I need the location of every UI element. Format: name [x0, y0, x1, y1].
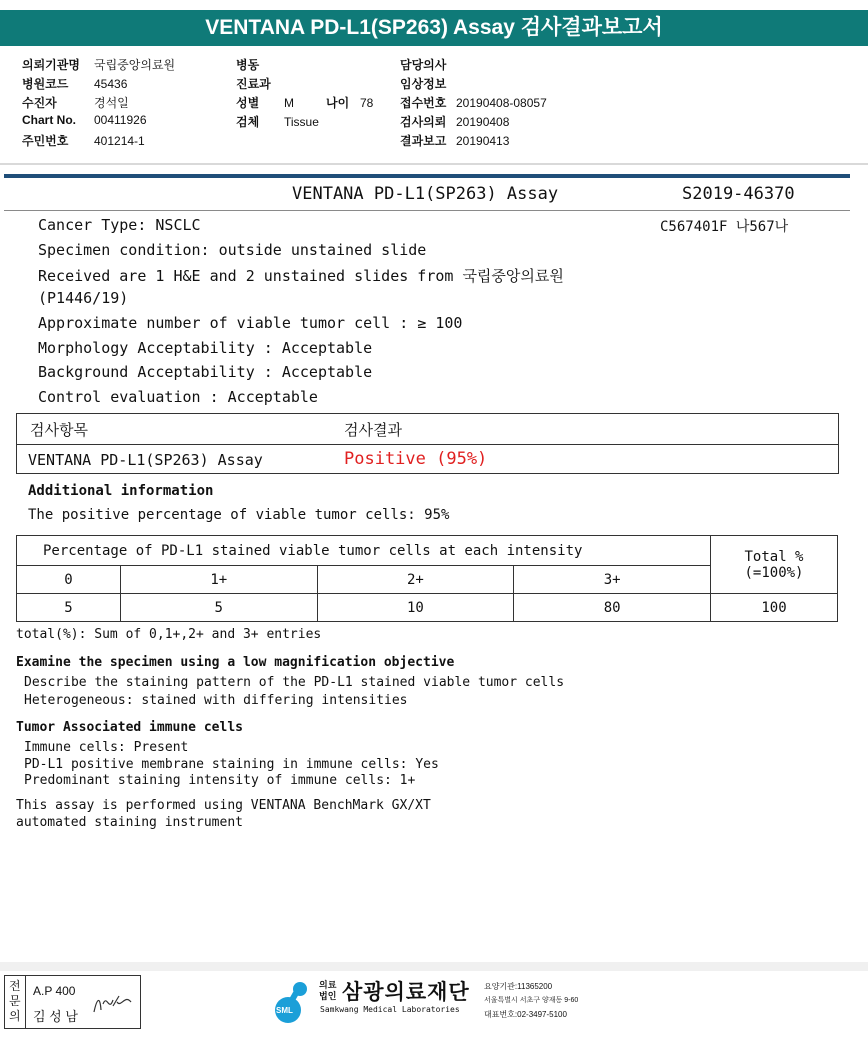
report-line: Control evaluation : Acceptable	[38, 388, 318, 406]
result-header-item: 검사항목	[30, 421, 88, 439]
hospital-code-value: 45436	[94, 77, 128, 91]
specimen-label: 검체	[236, 115, 260, 129]
id-no-value: 401214-1	[94, 134, 145, 148]
age-label: 나이	[326, 96, 350, 110]
specimen-value: Tissue	[284, 115, 319, 129]
report-line: Cancer Type: NSCLC	[38, 216, 201, 234]
chart-no-label: Chart No.	[22, 113, 76, 127]
total-header	[711, 536, 838, 594]
result-value: Positive (95%)	[344, 449, 488, 469]
ap-number: A.P 400	[33, 984, 76, 998]
additional-heading: Additional information	[28, 483, 214, 499]
report-line: Approximate number of viable tumor cell : ≥ 100	[38, 314, 463, 332]
patient-value: 경석일	[94, 96, 129, 110]
value-cell: 5	[120, 594, 317, 622]
examine-heading: Examine the specimen using a low magnification objective	[16, 655, 455, 670]
performed-line: This assay is performed using VENTANA BenchMark GX/XT	[16, 798, 431, 813]
immune-line: Predominant staining intensity of immune cells: 1+	[24, 773, 416, 788]
header-col2	[236, 56, 373, 132]
header-col1	[22, 56, 175, 151]
doctor-label: 담당의사	[400, 58, 447, 72]
institution-code: 요양기관:11365200	[484, 982, 553, 991]
accession-label: 접수번호	[400, 96, 447, 110]
sml-logo-icon	[270, 978, 318, 1026]
total-header-sub: (=100%)	[744, 564, 804, 581]
corp-label: 의료법인	[319, 980, 337, 1001]
sample-code: C567401F 나567나	[660, 219, 789, 235]
signature-scribble	[91, 990, 133, 1018]
intensity-caption: Percentage of PD-L1 stained viable tumor cells at each intensity	[17, 536, 711, 566]
report-number: S2019-46370	[682, 184, 795, 204]
report-line: Specimen condition: outside unstained slide	[38, 241, 427, 259]
sex-label: 성별	[236, 96, 260, 110]
pathologist-name: 김 성 남	[33, 1009, 78, 1024]
request-date-label: 검사의뢰	[400, 115, 447, 129]
report-date-label: 결과보고	[400, 134, 447, 148]
sex-value: M	[284, 96, 294, 110]
request-date-value: 20190408	[456, 115, 510, 129]
hospital-code-label: 병원코드	[22, 77, 69, 91]
institution-value: 국립중앙의료원	[94, 58, 176, 72]
age-value: 78	[360, 96, 374, 110]
report-date-value: 20190413	[456, 134, 510, 148]
divider	[0, 163, 868, 165]
footer-divider	[0, 962, 868, 971]
total-value-cell: 100	[711, 594, 838, 622]
chart-no-value: 00411926	[94, 113, 147, 127]
header-col3	[400, 56, 547, 151]
intensity-table	[16, 535, 838, 622]
level-cell: 3+	[514, 566, 711, 594]
org-name: 삼광의료재단	[342, 981, 470, 1004]
level-cell: 0	[17, 566, 121, 594]
total-note: total(%): Sum of 0,1+,2+ and 3+ entries	[16, 627, 322, 642]
value-cell: 80	[514, 594, 711, 622]
logo-text: SML	[276, 1006, 293, 1015]
divider	[4, 174, 850, 178]
report-title: VENTANA PD-L1(SP263) Assay 검사결과보고서	[0, 10, 868, 46]
value-cell: 5	[17, 594, 121, 622]
level-cell: 1+	[120, 566, 317, 594]
level-cell: 2+	[317, 566, 514, 594]
report-line: (P1446/19)	[38, 289, 129, 307]
additional-text: The positive percentage of viable tumor cells: 95%	[28, 507, 450, 523]
assay-title: VENTANA PD-L1(SP263) Assay	[292, 184, 559, 204]
immune-line: Immune cells: Present	[24, 740, 189, 755]
institution-label: 의뢰기관명	[22, 58, 80, 72]
report-line: Received are 1 H&E and 2 unstained slides from 국립중앙의료원	[38, 267, 564, 285]
id-no-label: 주민번호	[22, 134, 69, 148]
result-item: VENTANA PD-L1(SP263) Assay	[28, 451, 263, 469]
address: 서울특별시 서초구 양재동 9-60	[484, 997, 579, 1004]
accession-value: 20190408-08057	[456, 96, 547, 110]
department-label: 진료과	[236, 77, 271, 91]
ward-label: 병동	[236, 58, 260, 72]
divider	[4, 210, 850, 211]
total-header-label: Total %	[744, 548, 804, 565]
performed-line: automated staining instrument	[16, 815, 243, 830]
signature-box	[4, 975, 141, 1029]
examine-line: Heterogeneous: stained with differing intensities	[24, 693, 408, 708]
immune-heading: Tumor Associated immune cells	[16, 720, 243, 735]
report-line: Morphology Acceptability : Acceptable	[38, 339, 373, 357]
report-line: Background Acceptability : Acceptable	[38, 363, 373, 381]
specialist-label: 전문의	[9, 979, 21, 1023]
value-cell: 10	[317, 594, 514, 622]
phone: 대표번호:02-3497-5100	[484, 1010, 567, 1019]
org-english-name: Samkwang Medical Laboratories	[320, 1005, 460, 1014]
clinical-info-label: 임상정보	[400, 77, 447, 91]
immune-line: PD-L1 positive membrane staining in immune cells: Yes	[24, 757, 439, 772]
examine-line: Describe the staining pattern of the PD-L1 stained viable tumor cells	[24, 675, 565, 690]
patient-label: 수진자	[22, 96, 57, 110]
result-header-result: 검사결과	[344, 421, 402, 439]
